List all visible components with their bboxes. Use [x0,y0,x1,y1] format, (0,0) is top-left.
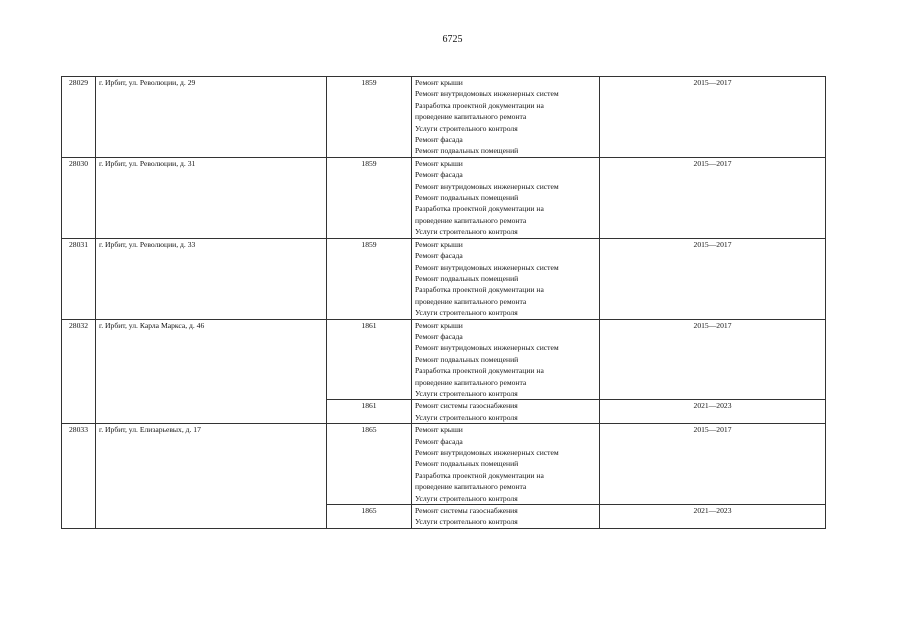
work-item: Разработка проектной документации на [415,470,544,480]
building-id-cell: 28029 [62,77,96,158]
work-item: Разработка проектной документации на [415,366,544,376]
work-item: Ремонт фасада [415,251,463,261]
period-cell: 2015—2017 [600,424,826,505]
table-row [62,319,826,400]
work-item: Ремонт внутридомовых инженерных систем [415,89,559,99]
work-item: проведение капитального ремонта [415,296,527,306]
work-item: Ремонт подвальных помещений [415,273,519,283]
table-row [62,424,826,505]
year-cell: 1865 [327,424,412,505]
work-item: проведение капитального ремонта [415,482,527,492]
work-item: Услуги строительного контроля [415,412,518,422]
work-item: Разработка проектной документации на [415,100,544,110]
year-cell: 1859 [327,157,412,238]
address-cell: г. Ирбит, ул. Карла Маркса, д. 46 [96,319,327,424]
works-cell [412,424,600,505]
table-body [62,77,826,529]
work-item: Ремонт крыши [415,78,463,87]
work-item: Ремонт подвальных помещений [415,146,519,156]
year-cell: 1859 [327,238,412,319]
work-item: Ремонт крыши [415,320,463,330]
works-cell [412,238,600,319]
work-item: Ремонт фасада [415,436,463,446]
period-cell: 2021—2023 [600,505,826,529]
building-id-cell: 28033 [62,424,96,529]
period-cell: 2021—2023 [600,400,826,424]
work-item: Ремонт внутридомовых инженерных систем [415,262,559,272]
work-item: Ремонт подвальных помещений [415,354,519,364]
work-item: Услуги строительного контроля [415,493,518,503]
year-cell: 1861 [327,319,412,400]
work-item: Ремонт внутридомовых инженерных систем [415,448,559,457]
year-cell: 1859 [327,77,412,158]
work-item: Ремонт внутридомовых инженерных систем [415,181,559,191]
works-cell [412,77,600,158]
work-item: Услуги строительного контроля [415,308,518,318]
address-cell: г. Ирбит, ул. Революции, д. 33 [96,238,327,319]
work-item: Разработка проектной документации на [415,285,544,295]
works-cell [412,400,600,424]
work-item: Услуги строительного контроля [415,227,518,237]
work-item: Ремонт крыши [415,158,463,168]
period-cell: 2015—2017 [600,157,826,238]
page-number: 6725 [442,34,463,45]
building-id-cell: 28031 [62,238,96,319]
work-item: проведение капитального ремонта [415,112,527,122]
building-id-cell: 28030 [62,157,96,238]
table-row [62,157,826,238]
work-item: Ремонт крыши [415,239,463,249]
work-item: Ремонт крыши [415,425,463,435]
work-item: проведение капитального ремонта [415,215,527,225]
work-item: Услуги строительного контроля [415,123,518,133]
work-item: Услуги строительного контроля [415,388,518,398]
work-item: Ремонт внутридомовых инженерных систем [415,343,559,353]
period-cell: 2015—2017 [600,238,826,319]
year-cell: 1861 [327,400,412,424]
repair-schedule-table [61,76,826,529]
work-item: Ремонт подвальных помещений [415,193,519,203]
work-item: Разработка проектной документации на [415,204,544,214]
work-item: Ремонт системы газоснабжения [415,506,518,516]
year-cell: 1865 [327,505,412,529]
work-item: Ремонт фасада [415,135,463,145]
building-id-cell: 28032 [62,319,96,424]
address-cell: г. Ирбит, ул. Елизарьевых, д. 17 [96,424,327,529]
work-item: Ремонт фасада [415,331,463,341]
work-item: Услуги строительного контроля [415,517,518,527]
table-row [62,238,826,319]
address-cell: г. Ирбит, ул. Революции, д. 31 [96,157,327,238]
works-cell [412,157,600,238]
period-cell: 2015—2017 [600,77,826,158]
table-row [62,77,826,158]
address-cell: г. Ирбит, ул. Революции, д. 29 [96,77,327,158]
works-cell [412,505,600,529]
work-item: проведение капитального ремонта [415,377,527,387]
work-item: Ремонт подвальных помещений [415,459,519,469]
works-cell [412,319,600,400]
work-item: Ремонт системы газоснабжения [415,401,518,411]
work-item: Ремонт фасада [415,170,463,180]
period-cell: 2015—2017 [600,319,826,400]
